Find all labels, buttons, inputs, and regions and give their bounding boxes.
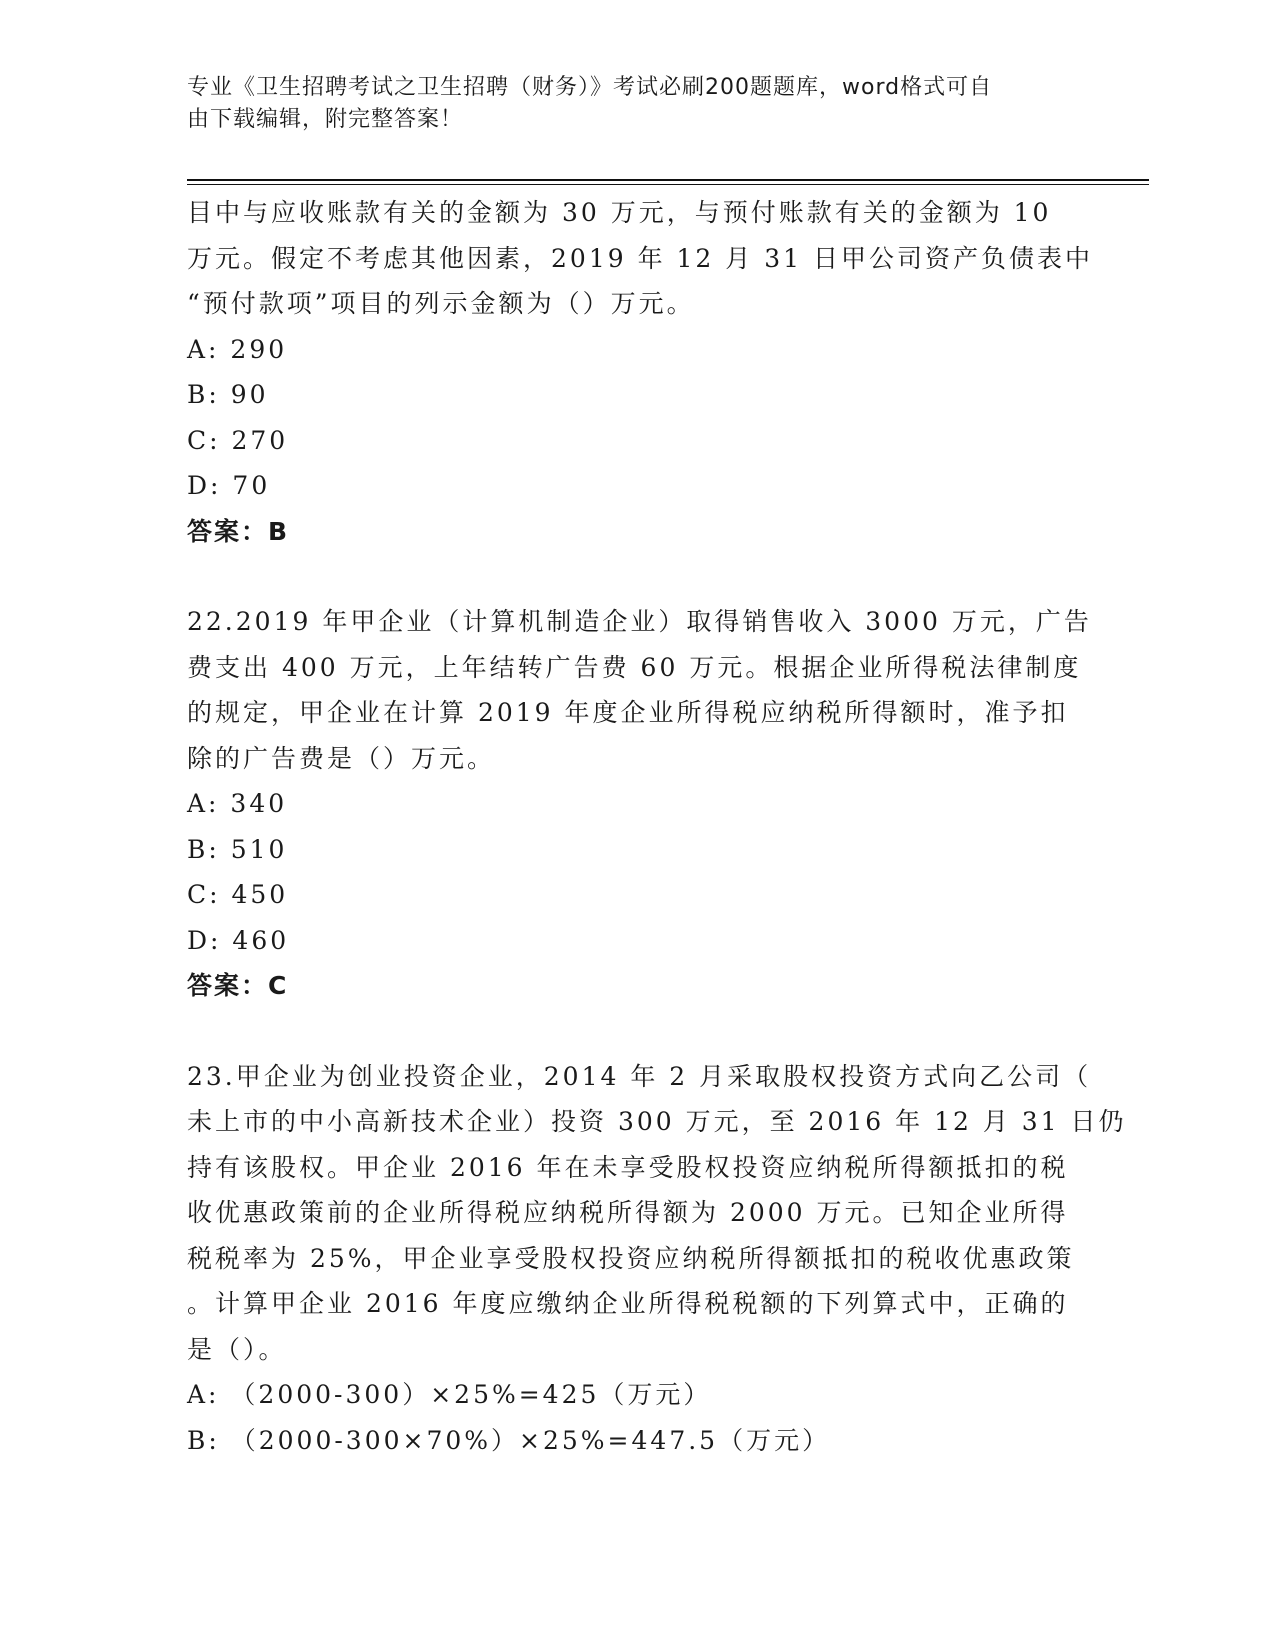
option-a: A: 290 (187, 334, 288, 364)
document-header (187, 72, 1067, 136)
header-rule-thick (187, 179, 1149, 181)
question-line: 税税率为 25%，甲企业享受股权投资应纳税所得额抵扣的税收优惠政策 (187, 1243, 1075, 1273)
question-text (187, 599, 1092, 781)
answer-label: 答案：C (187, 971, 289, 1000)
option-b: B: 510 (187, 834, 288, 864)
header-line-2: 由下载编辑，附完整答案！ (187, 107, 464, 132)
document-body (187, 190, 1127, 1463)
question-21 (187, 190, 1093, 554)
question-line: 目中与应收账款有关的金额为 30 万元，与预付账款有关的金额为 10 (187, 198, 1052, 227)
option-b: B: （2000-300×70%）×25%=447.5（万元） (187, 1425, 831, 1455)
question-23 (187, 1054, 1127, 1464)
header-line-1: 专业《卫生招聘考试之卫生招聘（财务）》考试必刷200题题库，word格式可自 (187, 75, 993, 100)
spacer (187, 554, 1087, 599)
question-line: “预付款项”项目的列示金额为（）万元。 (187, 289, 695, 318)
option-d: D: 460 (187, 925, 290, 955)
option-d: D: 70 (187, 471, 271, 500)
question-text (187, 1054, 1127, 1373)
question-line: 未上市的中小高新技术企业）投资 300 万元，至 2016 年 12 月 31 日仍 (187, 1107, 1127, 1136)
header-rule-thin (187, 184, 1149, 185)
spacer (187, 1009, 1087, 1054)
question-line: 23.甲企业为创业投资企业，2014 年 2 月采取股权投资方式向乙公司（ (187, 1061, 1092, 1091)
question-line: 是（）。 (187, 1334, 287, 1364)
option-a: A: 340 (187, 789, 288, 818)
question-line: 万元。假定不考虑其他因素，2019 年 12 月 31 日甲公司资产负债表中 (187, 243, 1093, 273)
question-line: 费支出 400 万元，上年结转广告费 60 万元。根据企业所得税法律制度 (187, 652, 1082, 682)
option-c: C: 450 (187, 880, 289, 909)
question-line: 的规定，甲企业在计算 2019 年度企业所得税应纳税所得额时，准予扣 (187, 698, 1069, 727)
option-a: A: （2000-300）×25%=425（万元） (187, 1380, 712, 1409)
question-22 (187, 599, 1092, 1009)
answer-label: 答案：B (187, 516, 290, 546)
question-line: 。计算甲企业 2016 年度应缴纳企业所得税税额的下列算式中，正确的 (187, 1289, 1069, 1318)
question-line: 持有该股权。甲企业 2016 年在未享受股权投资应纳税所得额抵扣的税 (187, 1152, 1069, 1182)
question-line: 除的广告费是（）万元。 (187, 743, 496, 773)
option-b: B: 90 (187, 380, 269, 409)
option-c: C: 270 (187, 425, 289, 455)
question-line: 收优惠政策前的企业所得税应纳税所得额为 2000 万元。已知企业所得 (187, 1198, 1069, 1227)
question-line: 22.2019 年甲企业（计算机制造企业）取得销售收入 3000 万元，广告 (187, 607, 1092, 636)
question-text (187, 190, 1093, 327)
